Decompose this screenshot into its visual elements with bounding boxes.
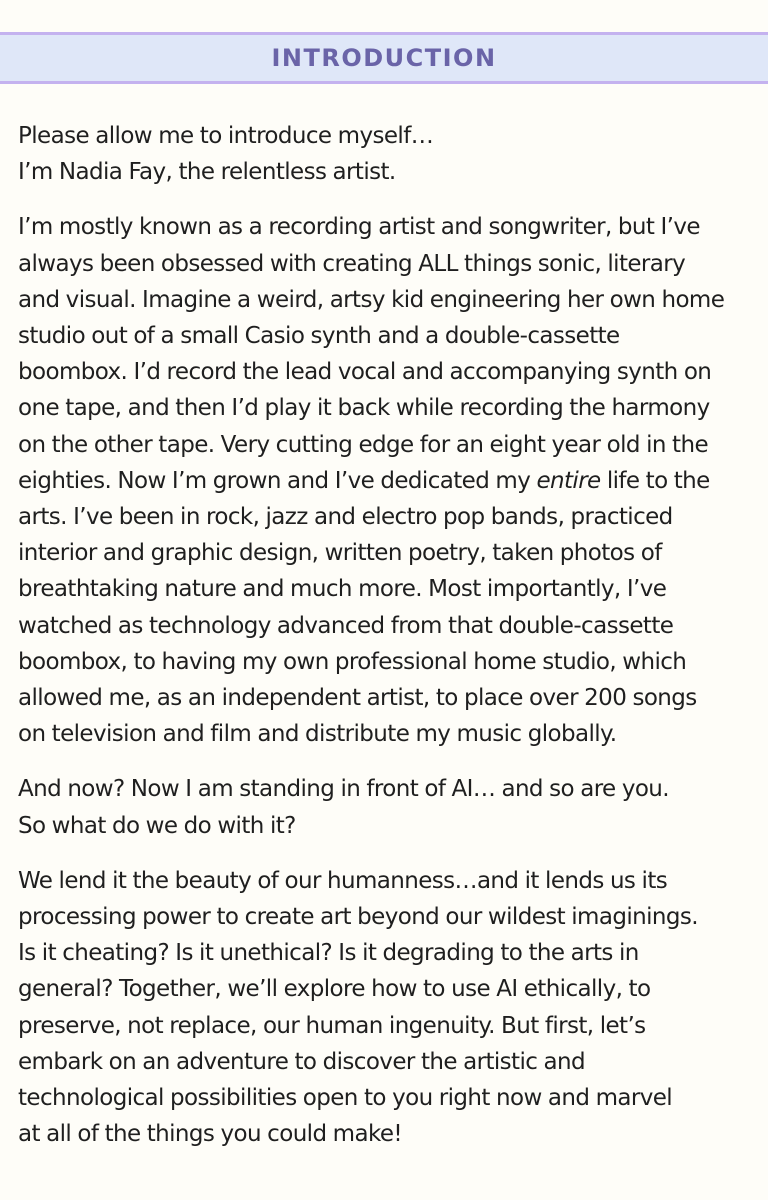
text-line: watched as technology advanced from that double-cassette — [18, 612, 674, 639]
intro-paragraph-1 — [18, 118, 744, 190]
text-line: We lend it the beauty of our humanness…and it lends us its — [18, 867, 668, 894]
text-line: I’m Nadia Fay, the relentless artist. — [18, 159, 396, 186]
text-line: interior and graphic design, written poetry, taken photos of — [18, 540, 662, 567]
text-line: arts. I’ve been in rock, jazz and electro pop bands, practiced — [18, 504, 673, 531]
text-line: boombox, to having my own professional home studio, which — [18, 648, 687, 675]
text-line: Please allow me to introduce myself… — [18, 123, 434, 149]
text-line: I’m mostly known as a recording artist and songwriter, but I’ve — [18, 214, 700, 241]
text-line: and visual. Imagine a weird, artsy kid engineering her own home — [18, 286, 725, 313]
text-line: preserve, not replace, our human ingenuity. But first, let’s — [18, 1012, 646, 1039]
text-line: general? Together, we’ll explore how to use AI ethically, to — [18, 976, 651, 1003]
intro-paragraph-3 — [18, 771, 744, 843]
text-line: studio out of a small Casio synth and a double-cassette — [18, 323, 620, 350]
text-line: technological possibilities open to you right now and marvel — [18, 1085, 673, 1112]
text-line: on the other tape. Very cutting edge for an eight year old in the — [18, 431, 708, 458]
text-line: allowed me, as an independent artist, to place over 200 songs — [18, 685, 697, 712]
emphasized-word: entire — [536, 467, 601, 494]
section-header-banner — [0, 32, 768, 84]
text-line: on television and film and distribute my music globally. — [18, 721, 617, 748]
intro-body — [0, 84, 768, 1152]
text-line: So what do we do with it? — [18, 812, 296, 839]
text-line: boombox. I’d record the lead vocal and accompanying synth on — [18, 359, 712, 386]
top-spacer — [0, 0, 768, 32]
intro-paragraph-4 — [18, 863, 744, 1153]
text-segment: eighties. Now I’m grown and I’ve dedicated my — [18, 467, 537, 494]
text-line-with-emphasis — [18, 463, 744, 499]
text-line: one tape, and then I’d play it back while recording the harmony — [18, 395, 710, 422]
text-line: breathtaking nature and much more. Most importantly, I’ve — [18, 576, 667, 603]
section-title: INTRODUCTION — [271, 44, 497, 72]
text-line: processing power to create art beyond our wildest imaginings. — [18, 904, 698, 931]
text-line: Is it cheating? Is it unethical? Is it degrading to the arts in — [18, 940, 639, 967]
text-line: at all of the things you could make! — [18, 1121, 403, 1148]
text-line: embark on an adventure to discover the artistic and — [18, 1048, 585, 1075]
intro-paragraph-2 — [18, 209, 744, 752]
text-segment: life to the — [600, 467, 710, 494]
text-line: always been obsessed with creating ALL things sonic, literary — [18, 250, 686, 277]
text-line: And now? Now I am standing in front of AI… and so are you. — [18, 776, 669, 803]
